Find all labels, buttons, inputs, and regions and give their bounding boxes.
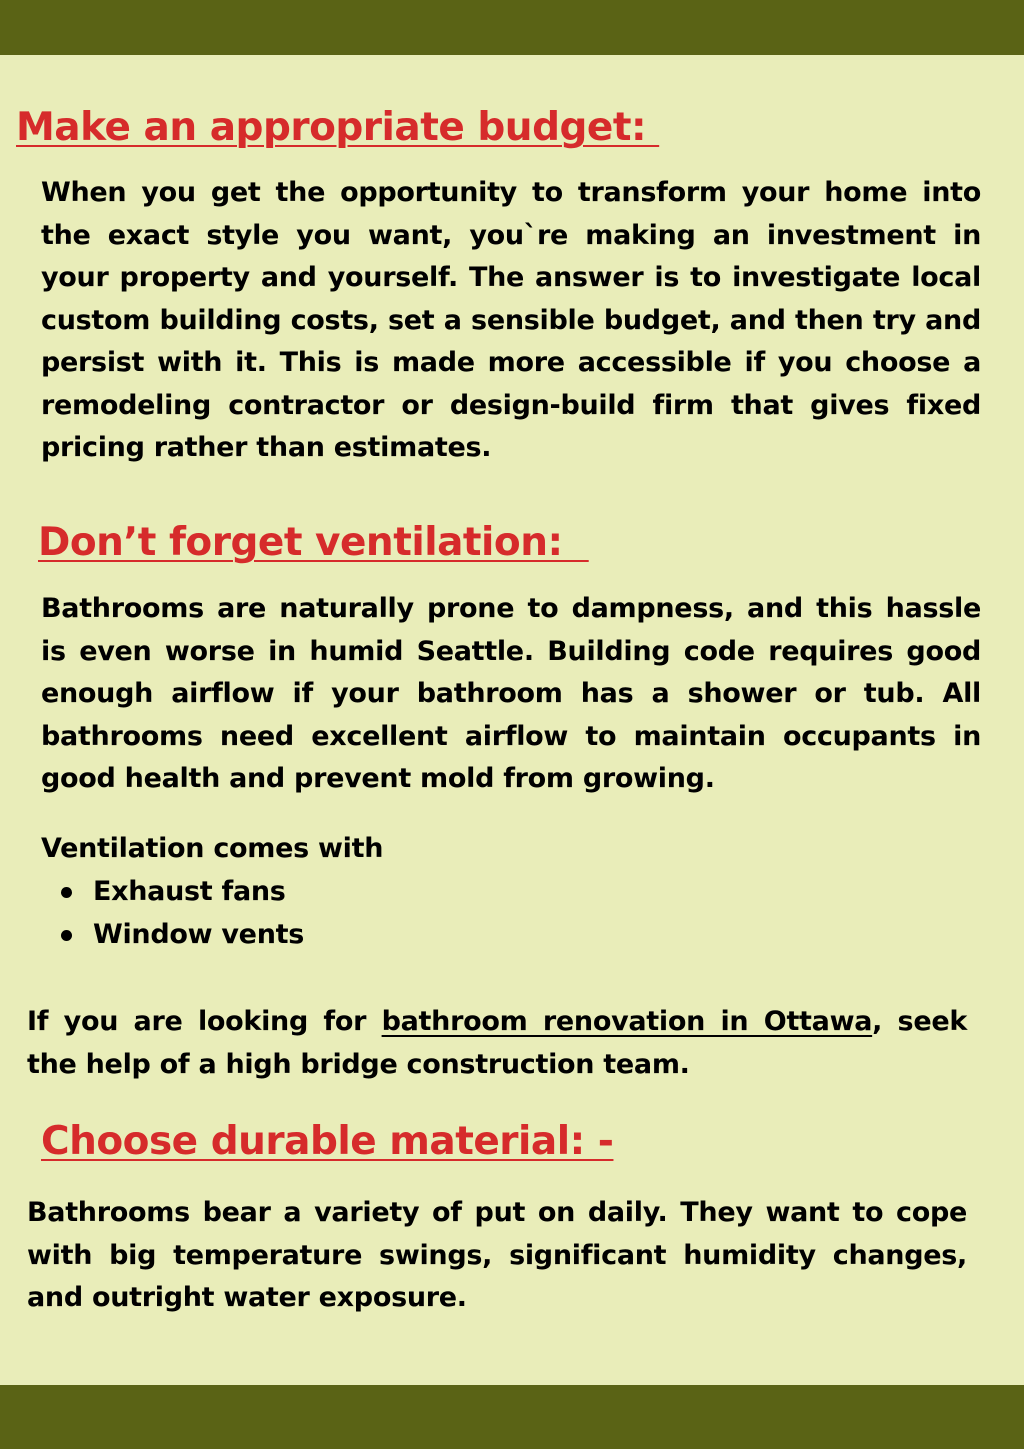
- cta-suffix: , seek the help of a high bridge construction team.: [27, 1006, 967, 1080]
- section-body-budget: When you get the opportunity to transform your home into the exact style you want, you`re making an investment in your property and yourself. The answer is to investigate local custom building costs, set a sensible budget, and then try and persist with it. This is made more accessible if you choose a remodeling contractor or design-build firm that gives fixed pricing rather than estimates.: [41, 177, 981, 463]
- top-band: [0, 0, 1024, 55]
- list-item-label: Exhaust fans: [93, 876, 286, 907]
- bullet-icon: [61, 930, 72, 941]
- section-heading-budget: Make an appropriate budget:: [16, 105, 660, 150]
- list-item-label: Window vents: [93, 918, 304, 950]
- list-item: [41, 871, 641, 914]
- cta-prefix: If you are looking for: [27, 1006, 382, 1037]
- list-item: [41, 914, 641, 957]
- section-body-ventilation: Bathrooms are naturally prone to dampness, and this hassle is even worse in humid Seattle. Building code requires good enough airflow if your bathroom has a shower or tub. All bathrooms need excellent airflow to maintain occupants in good health and prevent mold from growing.: [41, 593, 981, 794]
- cta-paragraph: [27, 1001, 967, 1086]
- ventilation-list-intro: Ventilation comes with: [41, 833, 384, 864]
- section-heading-ventilation: Don’t forget ventilation:: [38, 520, 589, 565]
- section-heading-material: Choose durable material: -: [41, 1119, 614, 1164]
- ventilation-list: [41, 871, 641, 956]
- bathroom-renovation-link[interactable]: bathroom renovation in Ottawa: [381, 1006, 873, 1037]
- bullet-icon: [61, 887, 72, 898]
- bottom-band: [0, 1385, 1024, 1449]
- section-body-material: Bathrooms bear a variety of put on daily. They want to cope with big temperature swings, significant humidity changes, and outright water exposure.: [27, 1197, 967, 1313]
